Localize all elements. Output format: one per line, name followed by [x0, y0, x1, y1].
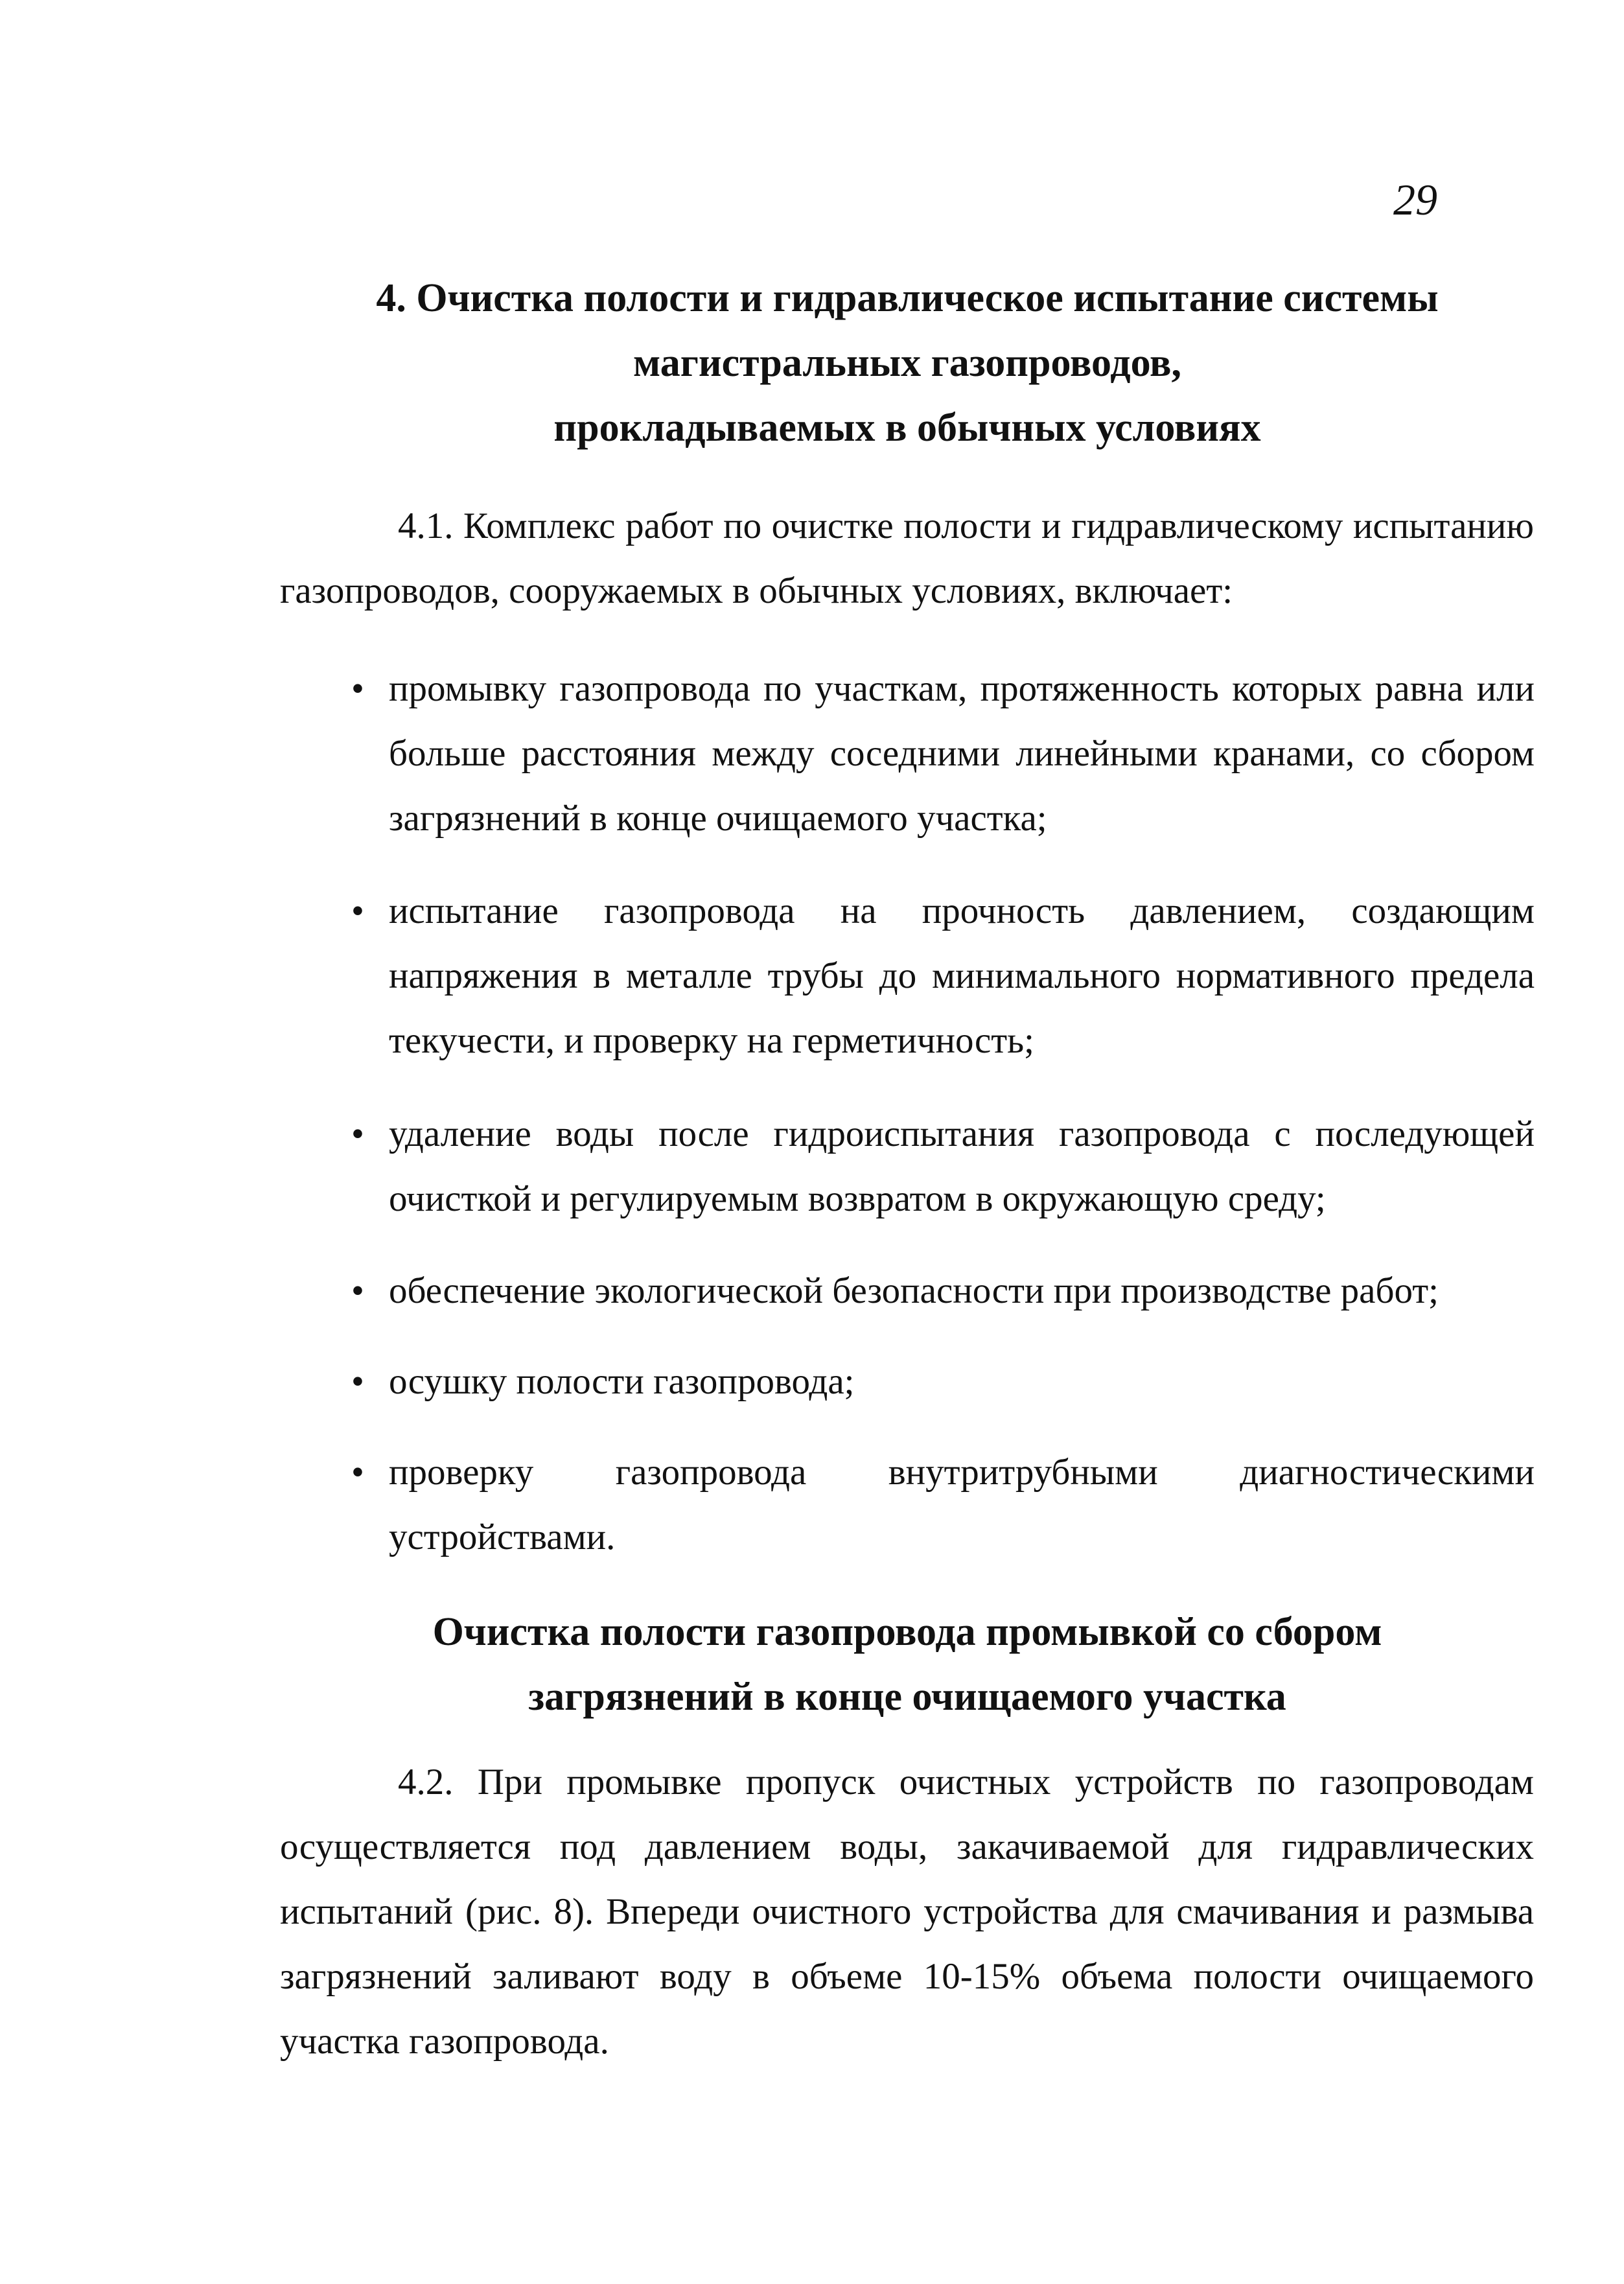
bullet-icon: • — [351, 1361, 364, 1402]
bullet-icon: • — [351, 891, 364, 931]
list-item-text: осушку полости газопровода; — [389, 1361, 855, 1402]
list-item-text: испытание газопровода на прочность давлением, создающим напряжения в металле трубы до минимального нормативного предела текучести, и проверку на герметичность; — [389, 891, 1535, 1061]
section-title-line-2: магистральных газопроводов, — [632, 341, 1182, 385]
paragraph-4-2: 4.2. При промывке пропуск очистных устройств по газопроводам осуществляется под давлением воды, закачиваемой для гидравлических испытаний (рис. 8). Впереди очистного устройства для смачивания и размыва загрязнений заливают воду в объеме 10-15% объема полости очищаемого участка газопровода. — [280, 1762, 1534, 2062]
subsection-title — [272, 1600, 1542, 1729]
bullet-icon: • — [351, 1113, 364, 1154]
list-item — [351, 1440, 1535, 1570]
list-item — [351, 657, 1535, 851]
section-title-line-3: прокладываемых в обычных условиях — [553, 406, 1261, 450]
list-item-text: проверку газопровода внутритрубными диагностическими устройствами. — [389, 1452, 1535, 1557]
subsection-title-line-1: Очистка полости газопровода промывкой со сбором — [432, 1610, 1382, 1654]
list-item — [351, 1102, 1535, 1231]
list-item-text: удаление воды после гидроиспытания газопровода с последующей очисткой и регулируемым возвратом в окружающую среду; — [389, 1113, 1535, 1219]
bullet-icon: • — [351, 1452, 364, 1493]
list-item — [351, 1259, 1535, 1323]
list-item — [351, 1349, 1535, 1414]
bullet-icon: • — [351, 1270, 364, 1311]
list-item — [351, 879, 1535, 1073]
page-number: 29 — [1393, 175, 1437, 224]
section-title — [272, 266, 1542, 460]
bullet-icon: • — [351, 668, 364, 709]
section-title-line-1: 4. Очистка полости и гидравлическое испытание системы — [376, 276, 1439, 320]
subsection-title-line-2: загрязнений в конце очищаемого участка — [528, 1675, 1286, 1719]
intro-paragraph: 4.1. Комплекс работ по очистке полости и гидравлическому испытанию газопроводов, сооружаемых в обычных условиях, включает: — [280, 506, 1534, 611]
list-item-text: обеспечение экологической безопасности при производстве работ; — [389, 1270, 1439, 1311]
list-item-text: промывку газопровода по участкам, протяженность которых равна или больше расстояния между соседними линейными кранами, со сбором загрязнений в конце очищаемого участка; — [389, 668, 1535, 839]
